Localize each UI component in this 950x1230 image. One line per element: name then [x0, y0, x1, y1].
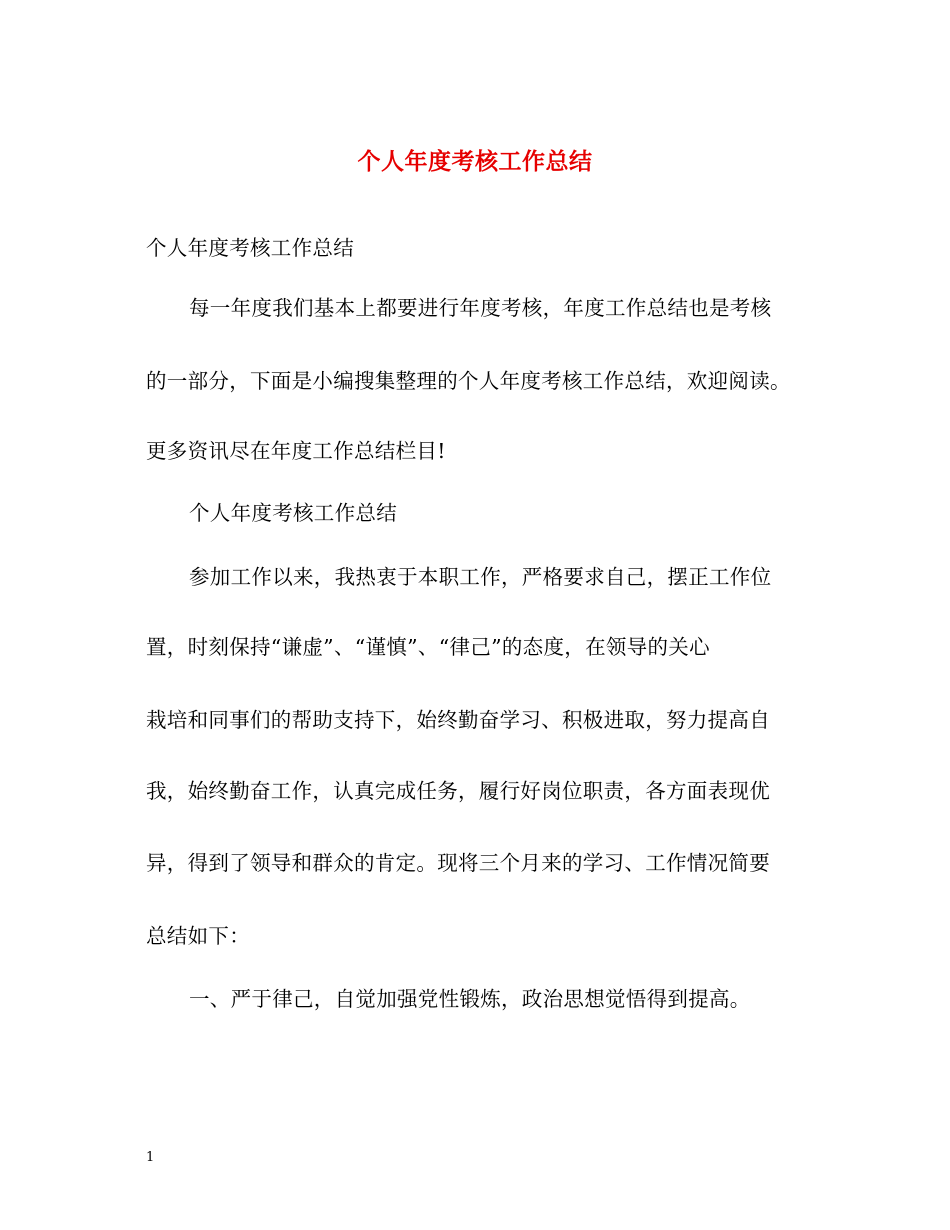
body-line: 每一年度我们基本上都要进行年度考核，年度工作总结也是考核	[189, 296, 772, 320]
body-line: 更多资讯尽在年度工作总结栏目!	[146, 439, 446, 463]
section-heading-line: 一、严于律己，自觉加强党性锻炼，政治思想觉悟得到提高。	[189, 987, 751, 1011]
page-number: 1	[146, 1150, 155, 1165]
body-line: 的一部分，下面是小编搜集整理的个人年度考核工作总结，欢迎阅读。	[146, 369, 791, 393]
body-line: 我，始终勤奋工作，认真完成任务，履行好岗位职责，各方面表现优	[146, 779, 770, 803]
body-line: 置，时刻保持“谦虚”、“谨慎”、“律己”的态度，在领导的关心	[146, 635, 710, 659]
body-line: 栽培和同事们的帮助支持下，始终勤奋学习、积极进取，努力提高自	[146, 708, 770, 732]
section-heading-line: 个人年度考核工作总结	[189, 501, 397, 525]
body-line: 总结如下：	[146, 924, 250, 948]
body-line: 异，得到了领导和群众的肯定。现将三个月来的学习、工作情况简要	[146, 851, 770, 875]
subtitle-line: 个人年度考核工作总结	[146, 236, 354, 260]
document-title: 个人年度考核工作总结	[357, 148, 593, 175]
body-line: 参加工作以来，我热衷于本职工作，严格要求自己，摆正工作位	[189, 565, 772, 589]
